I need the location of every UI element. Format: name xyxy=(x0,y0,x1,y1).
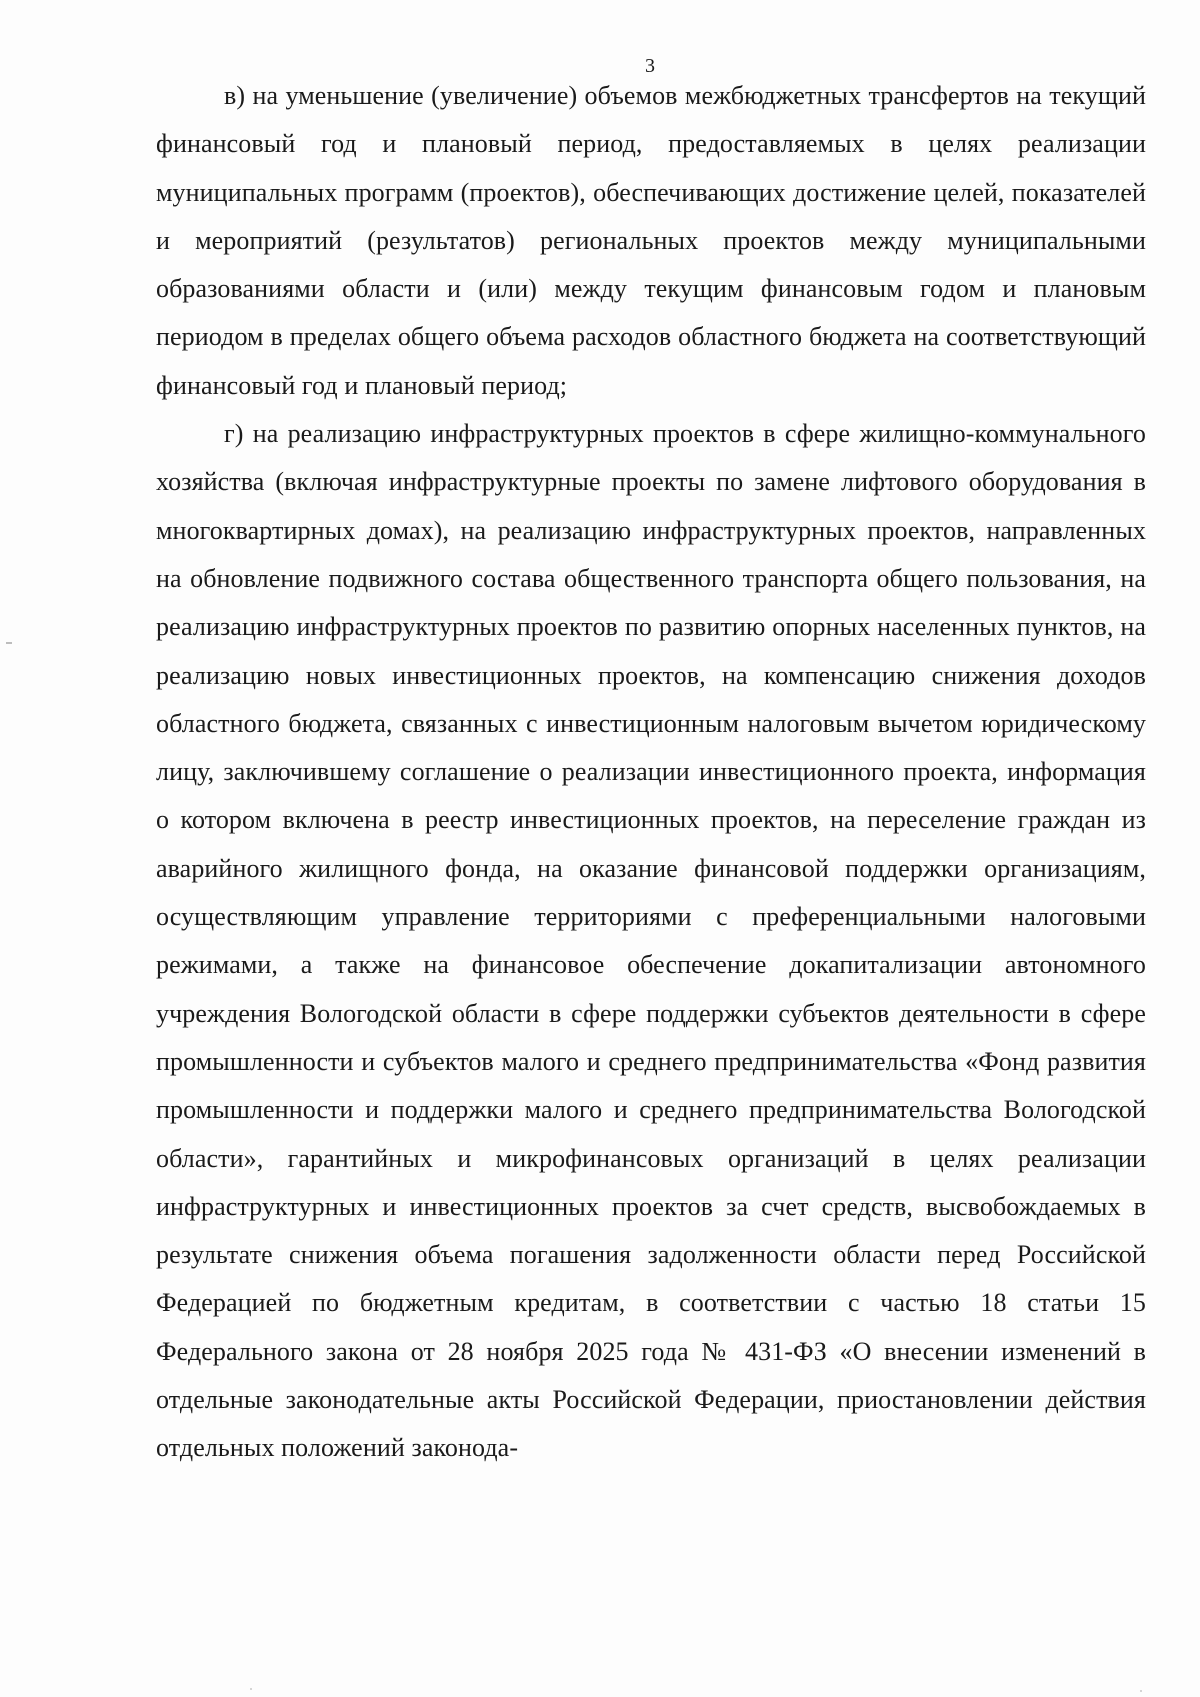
document-body xyxy=(156,72,1146,1473)
paragraph-g: г) на реализацию инфраструктурных проектов в сфере жилищно-коммунального хозяйства (включая инфраструктурные проекты по замене лифтового оборудования в многоквартирных домах), на реализацию инфраструктурных проектов, направленных на обновление подвижного состава общественного транспорта общего пользования, на реализацию инфраструктурных проектов по развитию опорных населенных пунктов, на реализацию новых инвестиционных проектов, на компенсацию снижения доходов областного бюджета, связанных с инвестиционным налоговым вычетом юридическому лицу, заключившему соглашение о реализации инвестиционного проекта, информация о котором включена в реестр инвестиционных проектов, на переселение граждан из аварийного жилищного фонда, на оказание финансовой поддержки организациям, осуществляющим управление территориями с преференциальными налоговыми режимами, а также на финансовое обеспечение докапитализации автономного учреждения Вологодской области в сфере поддержки субъектов деятельности в сфере промышленности и субъектов малого и среднего предпринимательства «Фонд развития промышленности и поддержки малого и среднего предпринимательства Вологодской области», гарантийных и микрофинансовых организаций в целях реализации инфраструктурных и инвестиционных проектов за счет средств, высвобождаемых в результате снижения объема погашения задолженности области перед Российской Федерацией по бюджетным кредитам, в соответствии с частью 18 статьи 15 Федерального закона от 28 ноября 2025 года № 431-ФЗ «О внесении изменений в отдельные законодательные акты Российской Федерации, приостановлении действия отдельных положений законода- xyxy=(156,419,1146,1463)
paragraph-v: в) на уменьшение (увеличение) объемов межбюджетных трансфертов на текущий финансовый год и плановый период, предоставляемых в целях реализации муниципальных программ (проектов), обеспечивающих достижение целей, показателей и мероприятий (результатов) региональных проектов между муниципальными образованиями области и (или) между текущим финансовым годом и плановым периодом в пределах общего объема расходов областного бюджета на соответствующий финансовый год и плановый период; xyxy=(156,81,1146,400)
page-number: 3 xyxy=(645,55,655,77)
scan-artifact-dot xyxy=(1140,1690,1142,1692)
scan-margin-mark xyxy=(6,642,12,644)
scan-artifact-dot xyxy=(250,1688,252,1690)
